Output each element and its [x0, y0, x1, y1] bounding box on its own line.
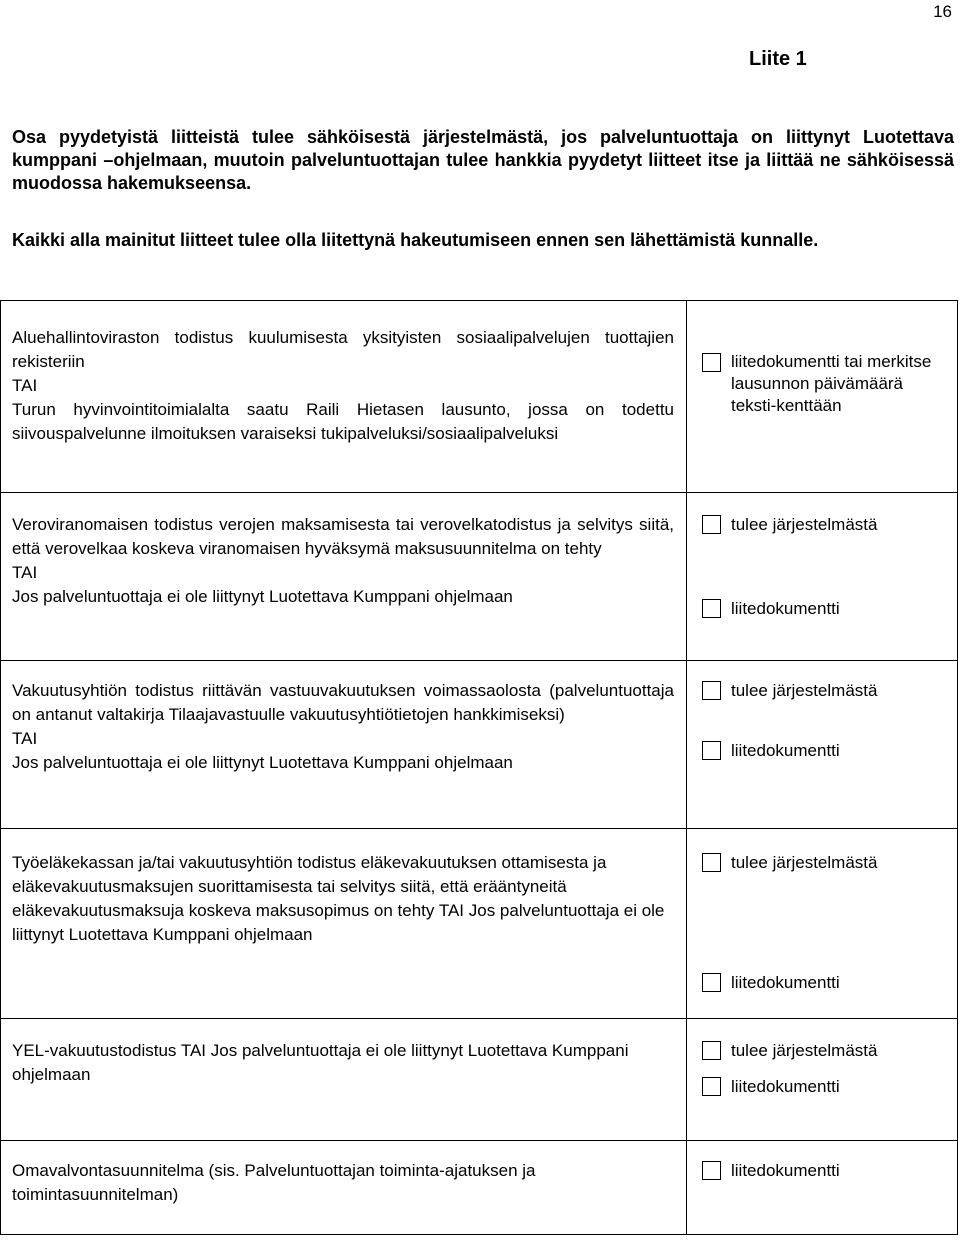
option-label: liitedokumentti tai merkitse lausunnon päivämäärä teksti-kenttään — [731, 352, 932, 415]
requirement-line: Omavalvontasuunnitelma (sis. Palveluntuottajan toiminta-ajatuksen ja toimintasuunnitelman) — [12, 1161, 536, 1204]
requirement-description — [12, 679, 674, 775]
requirement-description — [12, 513, 674, 609]
requirement-cell — [1, 829, 687, 1019]
checkbox[interactable] — [702, 1041, 721, 1060]
requirement-cell — [1, 1141, 687, 1235]
attachment-option[interactable] — [702, 971, 949, 995]
checkbox[interactable] — [702, 1077, 721, 1096]
option-label: tulee järjestelmästä — [731, 515, 878, 534]
attachment-options-cell — [687, 1019, 958, 1141]
requirement-line: Jos palveluntuottaja ei ole liittynyt Luotettava Kumppani ohjelmaan — [12, 901, 665, 944]
requirement-line: Aluehallintoviraston todistus kuulumisesta yksityisten sosiaalipalvelujen tuottajien rekisteriin — [12, 328, 674, 371]
checkbox[interactable] — [702, 853, 721, 872]
annex-title: Liite 1 — [749, 48, 807, 70]
attachment-option[interactable] — [702, 597, 949, 621]
requirement-line: on tehty — [373, 901, 435, 920]
table-row — [1, 301, 958, 493]
checkbox[interactable] — [702, 599, 721, 618]
requirement-description — [12, 1159, 674, 1207]
attachment-option[interactable] — [702, 679, 949, 703]
requirement-line: ottamisesta ja eläkevakuutusmaksujen suorittamisesta tai selvitys — [12, 853, 607, 896]
table-row — [1, 493, 958, 661]
attachments-table — [0, 300, 958, 1235]
option-label: liitedokumentti — [731, 973, 840, 992]
option-label: liitedokumentti — [731, 1077, 840, 1096]
table-row — [1, 1019, 958, 1141]
attachment-option[interactable] — [702, 739, 949, 763]
page-number: 16 — [933, 2, 952, 21]
attachment-options-cell — [687, 301, 958, 493]
option-label: liitedokumentti — [731, 1161, 840, 1180]
requirement-line: Jos palveluntuottaja ei ole liittynyt Luotettava Kumppani ohjelmaan — [12, 753, 513, 772]
requirement-line: Vakuutusyhtiön todistus riittävän vastuuvakuutuksen voimassaolosta (palveluntuottaja on antanut valtakirja Tilaajavastuulle vakuutusyhtiötietojen hankkimiseksi) — [12, 681, 674, 724]
requirement-line: siitä, että erääntyneitä eläkevakuutusmaksuja koskeva maksusopimus — [12, 877, 567, 920]
or-separator: TAI — [438, 901, 465, 920]
attachment-option[interactable] — [702, 513, 949, 537]
requirement-description — [12, 326, 674, 446]
attachment-options-cell — [687, 829, 958, 1019]
requirement-cell — [1, 661, 687, 829]
intro-paragraph-2: Kaikki alla mainitut liitteet tulee olla liitettynä hakeutumiseen ennen sen lähettämistä kunnalle. — [12, 230, 819, 250]
table-row — [1, 661, 958, 829]
intro-paragraph-1: Osa pyydetyistä liitteistä tulee sähköisestä järjestelmästä, jos palveluntuottaja on liittynyt Luotettava kumppani –ohjelmaan, muutoin palveluntuottajan tulee hankkia pyydetyt liitteet itse ja liittää ne sähköisessä muodossa hakemukseensa. — [12, 127, 954, 193]
option-label: tulee järjestelmästä — [731, 853, 878, 872]
requirement-description — [12, 851, 674, 947]
requirement-line: YEL-vakuutustodistus — [12, 1041, 177, 1060]
checkbox[interactable] — [702, 973, 721, 992]
or-separator: TAI — [12, 376, 38, 395]
requirement-description — [12, 1039, 674, 1087]
checkbox[interactable] — [702, 515, 721, 534]
attachment-option[interactable] — [702, 851, 949, 875]
attachment-option[interactable] — [702, 351, 949, 417]
or-separator: TAI — [12, 729, 38, 748]
attachment-options-cell — [687, 1141, 958, 1235]
requirement-line: Veroviranomaisen todistus verojen maksamisesta tai verovelkatodistus ja selvitys siitä, että verovelkaa koskeva viranomaisen hyväksymä maksusuunnitelma on tehty — [12, 515, 674, 558]
table-row — [1, 829, 958, 1019]
requirement-cell — [1, 1019, 687, 1141]
attachment-options-cell — [687, 493, 958, 661]
checkbox[interactable] — [702, 681, 721, 700]
checkbox[interactable] — [702, 353, 721, 372]
option-label: liitedokumentti — [731, 599, 840, 618]
attachment-option[interactable] — [702, 1075, 949, 1099]
requirement-cell — [1, 493, 687, 661]
attachment-option[interactable] — [702, 1159, 949, 1183]
requirement-cell — [1, 301, 687, 493]
or-separator: TAI — [180, 1041, 207, 1060]
option-label: liitedokumentti — [731, 741, 840, 760]
requirement-line: Turun hyvinvointitoimialalta saatu Raili Hietasen lausunto, jossa on todettu siivouspalvelunne ilmoituksen varaiseksi tukipalveluksi/sosiaalipalveluksi — [12, 400, 674, 443]
or-separator: TAI — [12, 563, 38, 582]
requirement-line: Jos palveluntuottaja ei ole liittynyt Luotettava Kumppani ohjelmaan — [12, 587, 513, 606]
checkbox[interactable] — [702, 1161, 721, 1180]
requirement-line: Työeläkekassan ja/tai vakuutusyhtiön todistus eläkevakuutuksen — [12, 853, 497, 872]
option-label: tulee järjestelmästä — [731, 1041, 878, 1060]
option-label: tulee järjestelmästä — [731, 681, 878, 700]
checkbox[interactable] — [702, 741, 721, 760]
attachment-options-cell — [687, 661, 958, 829]
attachment-option[interactable] — [702, 1039, 949, 1063]
requirement-line: Jos palveluntuottaja ei ole liittynyt Luotettava Kumppani ohjelmaan — [12, 1041, 629, 1084]
table-row — [1, 1141, 958, 1235]
